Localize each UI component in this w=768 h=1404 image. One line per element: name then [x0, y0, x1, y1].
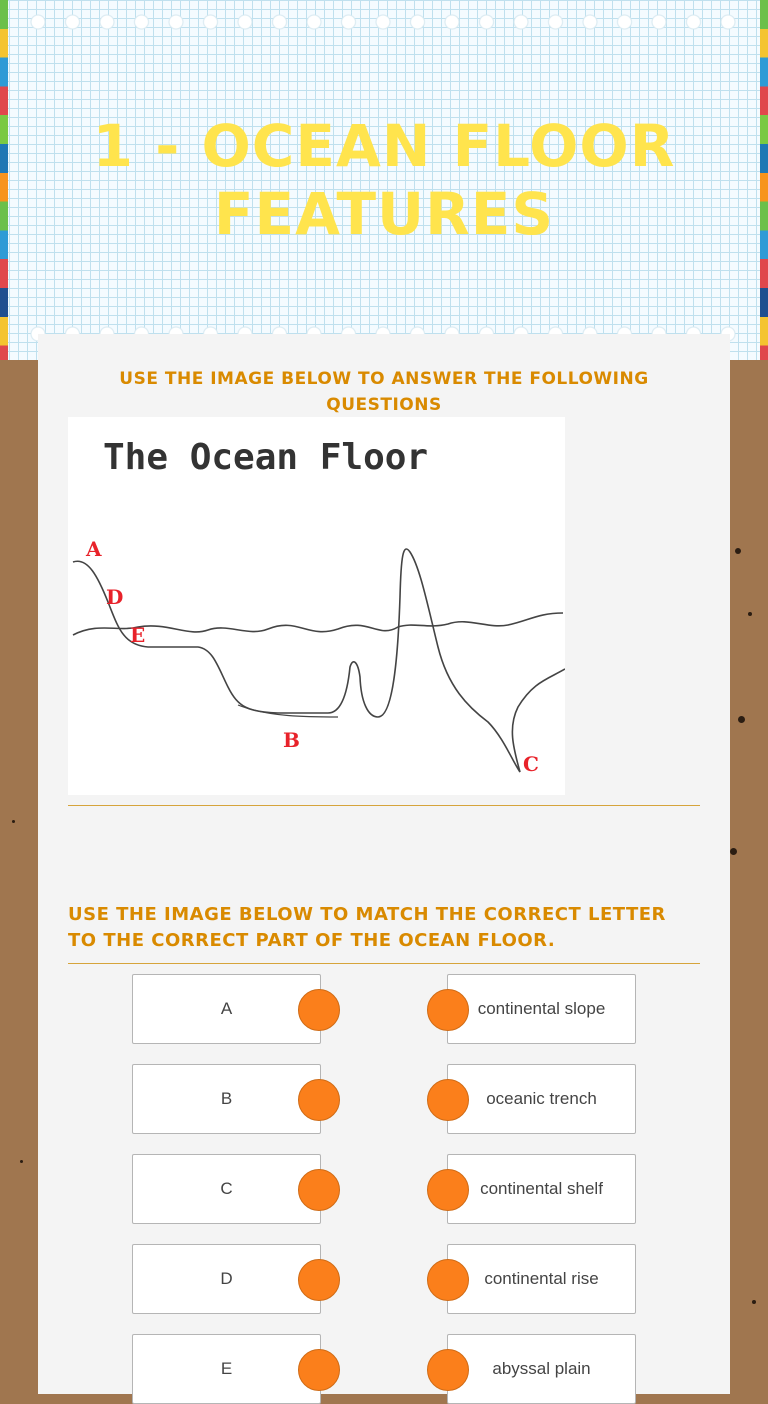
match-right-continental-rise[interactable]: continental rise: [447, 1244, 636, 1314]
sea-floor-line: [73, 549, 565, 772]
cork-speck: [735, 548, 741, 554]
divider: [68, 805, 700, 806]
label-c: C: [523, 752, 539, 776]
connector-dot-right-abyssal-plain[interactable]: [427, 1349, 469, 1391]
match-right-continental-slope[interactable]: continental slope: [447, 974, 636, 1044]
notebook-holes-top: [30, 14, 740, 30]
connector-dot-right-continental-shelf[interactable]: [427, 1169, 469, 1211]
cork-speck: [730, 848, 737, 855]
connector-dot-right-oceanic-trench[interactable]: [427, 1079, 469, 1121]
question-2-instruction: USE THE IMAGE BELOW TO MATCH THE CORRECT LETTER TO THE CORRECT PART OF THE OCEAN FLOOR.: [68, 904, 666, 951]
cork-speck: [748, 612, 752, 616]
decorative-stripe-right: [760, 0, 768, 360]
connector-dot-right-continental-slope[interactable]: [427, 989, 469, 1031]
sea-level-line: [73, 613, 563, 635]
connector-dot-left-c[interactable]: [298, 1169, 340, 1211]
match-left-a[interactable]: A: [132, 974, 321, 1044]
cork-speck: [738, 716, 745, 723]
connector-dot-left-b[interactable]: [298, 1079, 340, 1121]
abyssal-line: [238, 705, 338, 717]
match-right-abyssal-plain[interactable]: abyssal plain: [447, 1334, 636, 1404]
connector-dot-right-continental-rise[interactable]: [427, 1259, 469, 1301]
connector-dot-left-a[interactable]: [298, 989, 340, 1031]
label-e: E: [130, 623, 146, 647]
match-left-d[interactable]: D: [132, 1244, 321, 1314]
cork-speck: [20, 1160, 23, 1163]
label-b: B: [283, 728, 300, 752]
match-left-b[interactable]: B: [132, 1064, 321, 1134]
match-right-continental-shelf[interactable]: continental shelf: [447, 1154, 636, 1224]
match-left-c[interactable]: C: [132, 1154, 321, 1224]
header-banner: [0, 0, 768, 360]
label-d: D: [106, 585, 124, 609]
cork-speck: [12, 820, 15, 823]
image-title: The Ocean Floor: [103, 437, 429, 478]
connector-dot-left-d[interactable]: [298, 1259, 340, 1301]
ocean-floor-diagram: [68, 417, 565, 795]
connector-dot-left-e[interactable]: [298, 1349, 340, 1391]
match-left-e[interactable]: E: [132, 1334, 321, 1404]
cork-speck: [752, 1300, 756, 1304]
ocean-floor-image: [68, 417, 565, 795]
decorative-stripe-left: [0, 0, 8, 360]
question-1-instruction: USE THE IMAGE BELOW TO ANSWER THE FOLLOWING QUESTIONS: [119, 369, 649, 415]
divider: [68, 963, 700, 964]
match-right-oceanic-trench[interactable]: oceanic trench: [447, 1064, 636, 1134]
label-a: A: [86, 537, 102, 561]
worksheet-card: [38, 334, 730, 1394]
page-title: 1 - OCEAN FLOOR FEATURES: [92, 112, 676, 248]
